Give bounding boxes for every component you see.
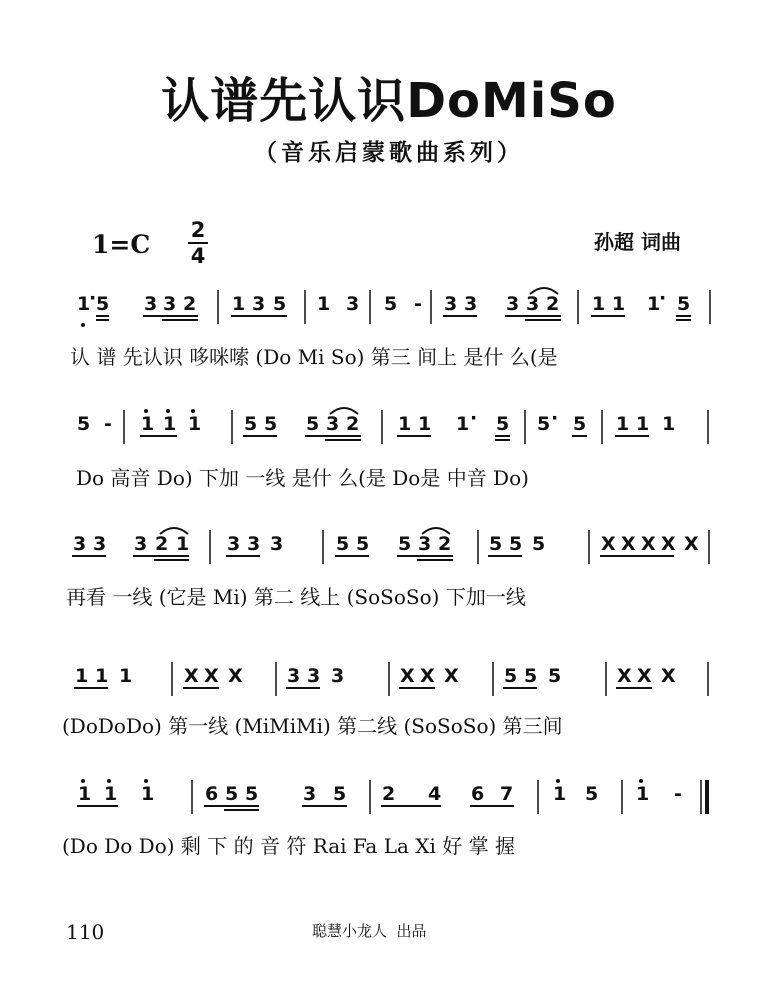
svg-text:1: 1 (141, 413, 155, 435)
svg-text:·: · (89, 287, 97, 309)
svg-text:6: 6 (205, 783, 219, 805)
svg-text:1: 1 (592, 293, 606, 315)
notation-row-5 (0, 774, 778, 824)
svg-text:5: 5 (336, 533, 350, 555)
score-row-5 (0, 774, 778, 824)
svg-text:1: 1 (104, 783, 118, 805)
svg-text:5: 5 (537, 413, 551, 435)
notes-row-3 (73, 533, 699, 555)
score-row-3 (0, 524, 778, 574)
svg-text:2: 2 (438, 533, 452, 555)
svg-text:5: 5 (264, 413, 278, 435)
svg-text:·: · (470, 407, 478, 429)
beams-row-5 (77, 806, 514, 810)
svg-text:3: 3 (93, 533, 107, 555)
svg-text:5: 5 (504, 665, 518, 687)
score-row-4 (0, 656, 778, 706)
lyrics-row-5: (Do Do Do) 剩 下 的 音 符 Rai Fa La Xi 好 掌 握 (62, 834, 515, 858)
page-number: 110 (66, 920, 105, 944)
svg-text:X: X (400, 665, 415, 687)
svg-text:1: 1 (553, 783, 567, 805)
svg-text:3: 3 (287, 665, 301, 687)
svg-text:3: 3 (526, 293, 540, 315)
svg-text:6: 6 (471, 783, 485, 805)
key-signature: 1=C (92, 230, 151, 259)
svg-text:-: - (414, 293, 422, 315)
notation-row-2 (0, 404, 778, 454)
svg-text:5: 5 (398, 533, 412, 555)
lyrics-row-4: (DoDoDo) 第一线 (MiMiMi) 第二线 (SoSoSo) 第三间 (62, 714, 563, 738)
song-title: 认谱先认识DoMiSo (161, 73, 617, 129)
score-row-1 (0, 284, 778, 334)
svg-text:5: 5 (306, 413, 320, 435)
svg-text:3: 3 (307, 665, 321, 687)
svg-text:5: 5 (496, 413, 510, 435)
svg-text:3: 3 (506, 293, 520, 315)
svg-text:5: 5 (333, 783, 347, 805)
svg-text:3: 3 (144, 293, 158, 315)
svg-text:5: 5 (532, 533, 546, 555)
svg-text:1: 1 (188, 413, 202, 435)
svg-text:2: 2 (382, 783, 396, 805)
svg-text:5: 5 (96, 293, 110, 315)
notes-row-1 (77, 287, 690, 315)
svg-text:5: 5 (244, 413, 258, 435)
svg-text:1: 1 (456, 413, 470, 435)
svg-text:3: 3 (464, 293, 478, 315)
notes-row-5 (78, 783, 682, 805)
svg-text:5: 5 (573, 413, 587, 435)
svg-text:5: 5 (489, 533, 503, 555)
svg-text:3: 3 (252, 293, 266, 315)
notation-row-1 (0, 284, 778, 334)
svg-text:X: X (204, 665, 219, 687)
svg-text:X: X (641, 533, 656, 555)
svg-text:5: 5 (225, 783, 239, 805)
lyrics-row-3: 再看 一线 (它是 Mi) 第二 线上 (SoSoSo) 下加一线 (66, 585, 526, 609)
composer-credit: 孙超 词曲 (594, 230, 681, 254)
svg-text:1: 1 (141, 783, 155, 805)
svg-text:2: 2 (155, 533, 169, 555)
svg-text:3: 3 (134, 533, 148, 555)
notation-row-4 (0, 656, 778, 706)
svg-text:1: 1 (398, 413, 412, 435)
svg-text:1: 1 (75, 665, 89, 687)
score-row-2 (0, 404, 778, 454)
svg-text:7: 7 (500, 783, 514, 805)
svg-text:5: 5 (524, 665, 538, 687)
svg-text:X: X (601, 533, 616, 555)
svg-text:5: 5 (548, 665, 562, 687)
svg-text:X: X (228, 665, 243, 687)
octave-dots-row-5 (81, 779, 643, 783)
svg-text:1: 1 (78, 783, 92, 805)
svg-text:5: 5 (677, 293, 691, 315)
svg-text:1: 1 (176, 533, 190, 555)
svg-text:1: 1 (317, 293, 331, 315)
svg-text:1: 1 (662, 413, 676, 435)
svg-text:1: 1 (77, 293, 91, 315)
svg-text:5: 5 (509, 533, 523, 555)
svg-text:2: 2 (346, 413, 360, 435)
notes-row-4 (75, 665, 676, 687)
svg-text:1: 1 (616, 413, 630, 435)
svg-text:X: X (184, 665, 199, 687)
svg-text:5: 5 (273, 293, 287, 315)
svg-text:1: 1 (95, 665, 109, 687)
svg-text:3: 3 (303, 783, 317, 805)
svg-text:3: 3 (326, 413, 340, 435)
svg-text:3: 3 (163, 293, 177, 315)
svg-text:1: 1 (647, 293, 661, 315)
svg-text:3: 3 (331, 665, 345, 687)
svg-text:3: 3 (270, 533, 284, 555)
svg-text:4: 4 (428, 783, 442, 805)
svg-text:5: 5 (356, 533, 370, 555)
barlines-row-5 (192, 780, 701, 814)
svg-text:1: 1 (636, 783, 650, 805)
publisher-credit: 聪慧小龙人 出品 (312, 922, 427, 940)
svg-text:1: 1 (636, 413, 650, 435)
svg-text:1: 1 (119, 665, 133, 687)
svg-text:X: X (420, 665, 435, 687)
time-signature (186, 219, 210, 267)
svg-text:X: X (621, 533, 636, 555)
svg-text:X: X (661, 533, 676, 555)
svg-text:-: - (674, 783, 682, 805)
svg-text:5: 5 (245, 783, 259, 805)
lyrics-row-1: 认 谱 先认识 哆咪嗦 (Do Mi So) 第三 间上 是什 么(是 (70, 345, 558, 369)
svg-text:3: 3 (247, 533, 261, 555)
time-signature-bottom: 4 (190, 244, 206, 268)
svg-text:1: 1 (232, 293, 246, 315)
svg-text:5: 5 (585, 783, 599, 805)
svg-text:3: 3 (227, 533, 241, 555)
svg-text:-: - (104, 413, 112, 435)
svg-text:2: 2 (183, 293, 197, 315)
notation-row-3 (0, 524, 778, 574)
svg-text:1: 1 (163, 413, 177, 435)
svg-text:2: 2 (546, 293, 560, 315)
svg-text:X: X (637, 665, 652, 687)
svg-text:X: X (661, 665, 676, 687)
svg-text:3: 3 (444, 293, 458, 315)
svg-text:1: 1 (612, 293, 626, 315)
svg-text:X: X (617, 665, 632, 687)
svg-text:·: · (659, 287, 667, 309)
svg-text:3: 3 (73, 533, 87, 555)
lyrics-row-2: Do 高音 Do) 下加 一线 是什 么(是 Do是 中音 Do) (76, 466, 529, 490)
time-signature-top: 2 (190, 218, 206, 242)
svg-text:3: 3 (346, 293, 360, 315)
svg-text:X: X (444, 665, 459, 687)
svg-text:1: 1 (418, 413, 432, 435)
svg-text:·: · (551, 407, 559, 429)
song-subtitle: （音乐启蒙歌曲系列） (254, 140, 524, 166)
svg-text:5: 5 (77, 413, 91, 435)
svg-text:3: 3 (418, 533, 432, 555)
svg-text:X: X (684, 533, 699, 555)
svg-text:5: 5 (384, 293, 398, 315)
